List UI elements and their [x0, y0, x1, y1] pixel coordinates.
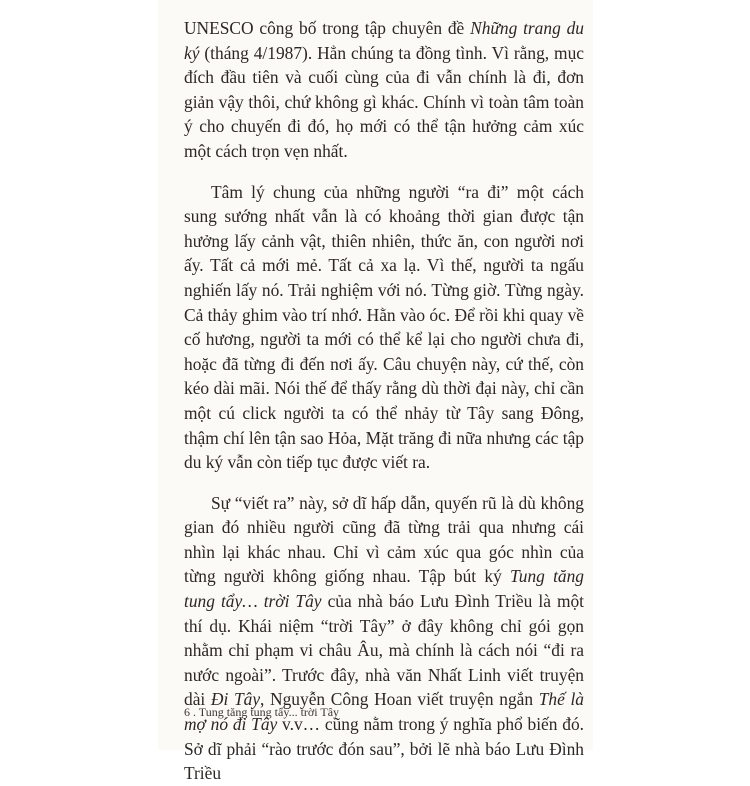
paragraph-text: (tháng 4/1987). Hẳn chúng ta đồng tình. Vì rằng, mục đích đầu tiên và cuối cùng của đi vẫn chính là đi, đơn giản vậy thôi, chứ không gì khác. Chính vì toàn tâm toàn ý cho chuyến đi đó, họ mới có thể tận hưởng cảm xúc một cách trọn vẹn nhất.: [184, 42, 584, 161]
paragraph-2: [184, 180, 584, 475]
book-page: [158, 0, 593, 784]
page-footer: 6 . Tung tăng tung tẩy... trời Tây: [184, 705, 340, 719]
paragraph-text: của nhà báo Lưu Đình Triều là một thí dụ. Khái niệm “trời Tây” ở đây không chỉ gói gọn nhằm chỉ phạm vi châu Âu, mà chính là cách nói “đi ra nước ngoài”. Trước đây, nhà văn Nhất Linh viết truyện dài: [184, 591, 585, 710]
page-body-text: [184, 16, 584, 786]
paragraph-1: [184, 16, 584, 164]
italic-title-text: Những trang du ký: [184, 18, 584, 63]
paragraph-text: , Nguyễn Công Hoan viết truyện ngắn: [260, 689, 539, 710]
paragraph-text: UNESCO công bố trong tập chuyên đề: [184, 18, 471, 38]
paragraph-3: [184, 491, 584, 786]
italic-title-text: Tung tăng tung tẩy… trời Tây: [184, 566, 584, 612]
paragraph-text: v.v… cũng nằm trong ý nghĩa phổ biến đó. Sở dĩ phải “rào trước đón sau”, bởi lẽ nhà báo Lưu Đình Triều: [184, 714, 584, 784]
italic-title-text: Đi Tây: [210, 689, 261, 710]
italic-title-text: Thế là mợ nó đi Tây: [184, 689, 584, 735]
paragraph-text: Tâm lý chung của những người “ra đi” một cách sung sướng nhất vẫn là có khoảng thời gian được tận hưởng lấy cảnh vật, thiên nhiên, thức ăn, con người nơi ấy. Tất cả mới mẻ. Tất cả xa lạ. Vì thế, người ta ngấu nghiến lấy nó. Trải nghiệm với nó. Từng giờ. Từng ngày. Cả thảy ghim vào trí nhớ. Hằn vào óc. Để rồi khi quay về cố hương, người ta mới có thể kể lại cho người chưa đi, hoặc đã từng đi đến nơi ấy. Câu chuyện này, cứ thế, còn kéo dài mãi. Nói thế để thấy rằng dù thời đại này, chỉ cần một cú click người ta có thể nhảy từ Tây sang Đông, thậm chí lên tận sao Hỏa, Mặt trăng đi nữa nhưng các tập du ký vẫn còn tiếp tục được viết ra.: [184, 181, 584, 473]
paragraph-text: Sự “viết ra” này, sở dĩ hấp dẫn, quyến rũ là dù không gian đó nhiều người cũng đã từng trải qua nhưng cái nhìn lại khác nhau. Chỉ vì cảm xúc qua góc nhìn của từng người không giống nhau. Tập bút ký: [184, 492, 584, 587]
